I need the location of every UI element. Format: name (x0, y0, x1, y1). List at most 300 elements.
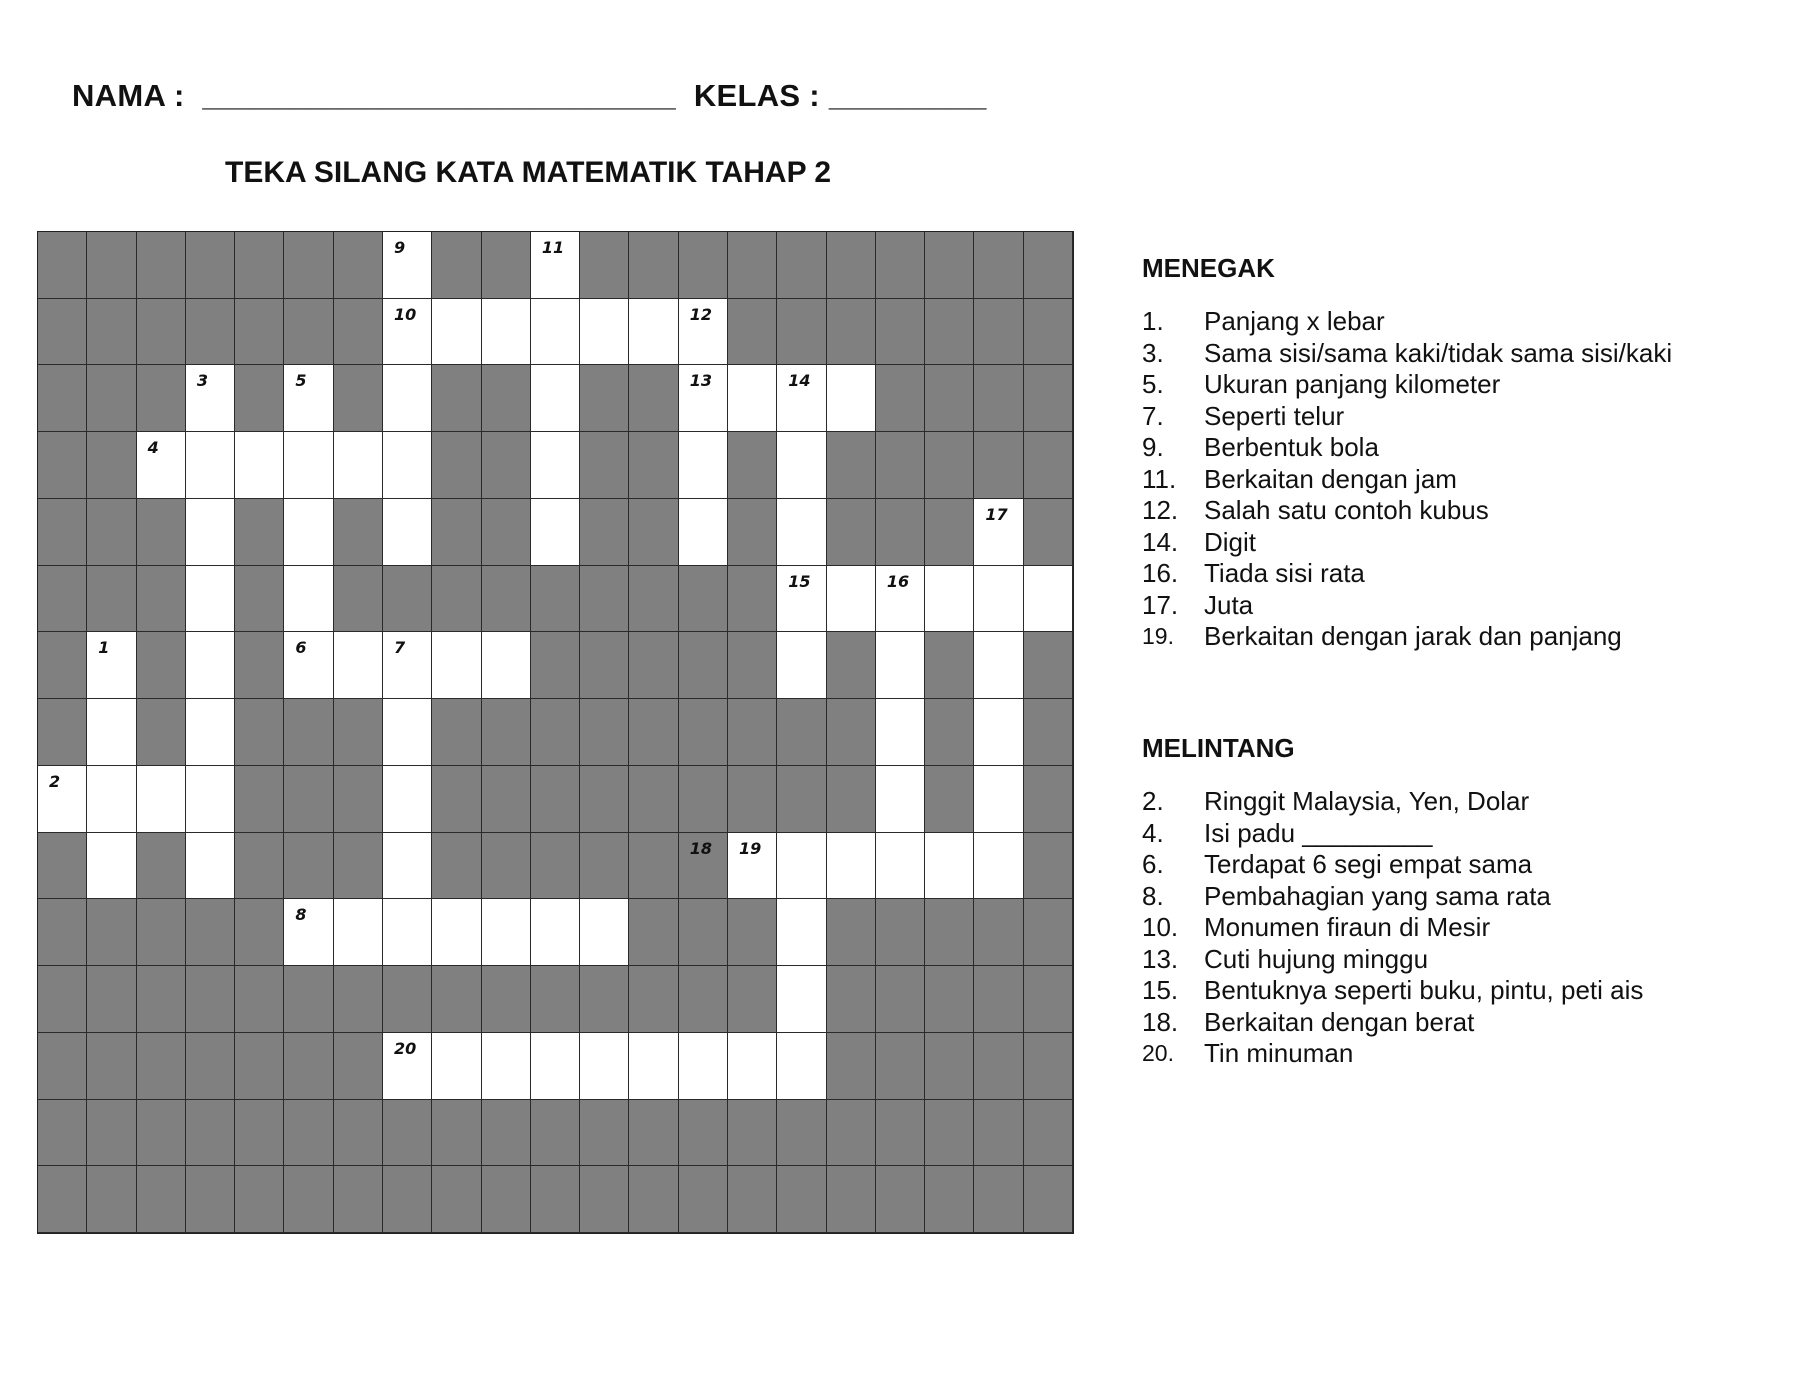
answer-cell[interactable] (383, 432, 432, 499)
clue-item (1142, 881, 1643, 913)
blocked-cell (1024, 232, 1073, 299)
answer-cell[interactable] (334, 632, 383, 699)
answer-cell[interactable] (876, 766, 925, 833)
clue-number: 5 (295, 371, 307, 391)
blocked-cell (876, 232, 925, 299)
blocked-cell (284, 1033, 333, 1100)
answer-cell[interactable] (876, 632, 925, 699)
clue-item-number: 2. (1142, 786, 1164, 816)
blocked-cell (629, 766, 678, 833)
clue-number: 17 (985, 504, 1008, 524)
blocked-cell (728, 966, 777, 1033)
blocked-cell (679, 699, 728, 766)
answer-cell[interactable] (87, 699, 136, 766)
blocked-cell (482, 766, 531, 833)
answer-cell[interactable] (284, 566, 333, 633)
blocked-cell (925, 632, 974, 699)
answer-cell[interactable] (777, 966, 826, 1033)
answer-cell[interactable] (925, 566, 974, 633)
answer-cell[interactable] (531, 1033, 580, 1100)
answer-cell[interactable] (482, 299, 531, 366)
answer-cell[interactable] (383, 899, 432, 966)
answer-cell[interactable] (383, 833, 432, 900)
answer-cell[interactable] (284, 899, 333, 966)
blocked-cell (186, 1166, 235, 1233)
answer-cell[interactable] (482, 632, 531, 699)
answer-cell[interactable] (334, 899, 383, 966)
blocked-cell (728, 499, 777, 566)
blocked-cell (137, 232, 186, 299)
blocked-cell (925, 1033, 974, 1100)
answer-cell[interactable] (531, 499, 580, 566)
blocked-cell (432, 1166, 481, 1233)
answer-cell[interactable] (925, 833, 974, 900)
answer-cell[interactable] (974, 632, 1023, 699)
answer-cell[interactable] (531, 299, 580, 366)
blocked-cell (87, 299, 136, 366)
clue-item (1142, 621, 1672, 653)
blocked-cell (728, 1100, 777, 1167)
blocked-cell (580, 499, 629, 566)
clue-item-number: 11. (1142, 463, 1177, 494)
blocked-cell (925, 699, 974, 766)
blocked-cell (235, 232, 284, 299)
clue-item-number: 1. (1142, 306, 1164, 336)
blocked-cell (235, 699, 284, 766)
blocked-cell (629, 365, 678, 432)
answer-cell[interactable] (432, 632, 481, 699)
blocked-cell (334, 766, 383, 833)
blocked-cell (974, 899, 1023, 966)
clue-item-text: Sama sisi/sama kaki/tidak sama sisi/kaki (1204, 337, 1673, 368)
answer-cell[interactable] (531, 232, 580, 299)
blocked-cell (87, 432, 136, 499)
blocked-cell (38, 699, 87, 766)
clue-item-text: Isi padu _________ (1204, 817, 1433, 848)
name-class-line[interactable]: NAMA : ___________________________ KELAS : _________ (72, 78, 987, 113)
answer-cell[interactable] (334, 432, 383, 499)
answer-cell[interactable] (432, 1033, 481, 1100)
blocked-cell (629, 432, 678, 499)
blocked-cell (679, 232, 728, 299)
clue-number: 2 (49, 771, 61, 791)
answer-cell[interactable] (974, 566, 1023, 633)
clue-number: 4 (147, 438, 159, 458)
blocked-cell (38, 232, 87, 299)
clue-number: 18 (689, 838, 712, 858)
clue-item-number: 4. (1142, 817, 1164, 848)
clue-number: 12 (689, 304, 712, 324)
clue-item-number: 12. (1142, 495, 1179, 525)
blocked-cell (580, 232, 629, 299)
blocked-cell (235, 1166, 284, 1233)
answer-cell[interactable] (876, 833, 925, 900)
blocked-cell (1024, 1166, 1073, 1233)
blocked-cell (284, 232, 333, 299)
clue-item-text: Berbentuk bola (1204, 432, 1379, 462)
clue-item-text: Panjang x lebar (1204, 306, 1385, 336)
blocked-cell (827, 1100, 876, 1167)
answer-cell[interactable] (432, 299, 481, 366)
clue-item-number: 10. (1142, 912, 1179, 942)
blocked-cell (925, 299, 974, 366)
blocked-cell (137, 966, 186, 1033)
blocked-cell (679, 966, 728, 1033)
blocked-cell (827, 499, 876, 566)
blocked-cell (432, 1100, 481, 1167)
blocked-cell (38, 299, 87, 366)
clue-item (1142, 306, 1672, 338)
blocked-cell (334, 699, 383, 766)
answer-cell[interactable] (580, 899, 629, 966)
answer-cell[interactable] (531, 432, 580, 499)
clue-item-number: 7. (1142, 400, 1164, 431)
clue-item-text: Seperti telur (1204, 400, 1345, 431)
blocked-cell (1024, 299, 1073, 366)
answer-cell[interactable] (186, 365, 235, 432)
blocked-cell (334, 365, 383, 432)
blocked-cell (531, 1100, 580, 1167)
clue-item (1142, 1038, 1643, 1070)
blocked-cell (925, 432, 974, 499)
clue-item-number: 6. (1142, 849, 1164, 879)
blocked-cell (87, 499, 136, 566)
answer-cell[interactable] (974, 766, 1023, 833)
blocked-cell (629, 632, 678, 699)
answer-cell[interactable] (679, 365, 728, 432)
blocked-cell (974, 299, 1023, 366)
blocked-cell (728, 1166, 777, 1233)
blocked-cell (925, 1166, 974, 1233)
blocked-cell (482, 699, 531, 766)
answer-cell[interactable] (432, 899, 481, 966)
blocked-cell (137, 1033, 186, 1100)
blocked-cell (482, 566, 531, 633)
clue-item (1142, 786, 1643, 818)
blocked-cell (925, 499, 974, 566)
answer-cell[interactable] (876, 699, 925, 766)
blocked-cell (1024, 365, 1073, 432)
blocked-cell (728, 432, 777, 499)
answer-cell[interactable] (186, 766, 235, 833)
blocked-cell (925, 365, 974, 432)
worksheet-title: TEKA SILANG KATA MATEMATIK TAHAP 2 (225, 156, 832, 189)
clue-item-text: Pembahagian yang sama rata (1204, 880, 1551, 911)
blocked-cell (482, 499, 531, 566)
blocked-cell (432, 766, 481, 833)
clue-number: 3 (196, 371, 208, 391)
blocked-cell (827, 1166, 876, 1233)
answer-cell[interactable] (482, 1033, 531, 1100)
blocked-cell (974, 1100, 1023, 1167)
blocked-cell (334, 1166, 383, 1233)
blocked-cell (383, 566, 432, 633)
blocked-cell (186, 232, 235, 299)
blocked-cell (235, 899, 284, 966)
answer-cell[interactable] (777, 632, 826, 699)
blocked-cell (876, 365, 925, 432)
blocked-cell (728, 899, 777, 966)
answer-cell[interactable] (235, 432, 284, 499)
blocked-cell (531, 566, 580, 633)
blocked-cell (827, 766, 876, 833)
answer-cell[interactable] (777, 899, 826, 966)
clue-item (1142, 1007, 1643, 1039)
blocked-cell (974, 232, 1023, 299)
answer-cell[interactable] (383, 632, 432, 699)
clue-item-text: Berkaitan dengan jarak dan panjang (1204, 621, 1622, 651)
blocked-cell (827, 232, 876, 299)
blocked-cell (186, 966, 235, 1033)
blocked-cell (87, 1166, 136, 1233)
answer-cell[interactable] (580, 1033, 629, 1100)
blocked-cell (432, 432, 481, 499)
blocked-cell (1024, 699, 1073, 766)
blocked-cell (235, 966, 284, 1033)
clue-item-number: 13. (1142, 943, 1179, 974)
clue-item (1142, 495, 1672, 527)
clue-item-text: Digit (1204, 526, 1257, 557)
blocked-cell (432, 232, 481, 299)
blocked-cell (186, 899, 235, 966)
blocked-cell (827, 1033, 876, 1100)
across-clue-list (1142, 786, 1643, 1070)
answer-cell[interactable] (186, 699, 235, 766)
answer-cell[interactable] (284, 499, 333, 566)
answer-cell[interactable] (629, 1033, 678, 1100)
blocked-cell (87, 966, 136, 1033)
blocked-cell (777, 766, 826, 833)
blocked-cell (87, 1033, 136, 1100)
blocked-cell (629, 499, 678, 566)
blocked-cell (580, 632, 629, 699)
answer-cell[interactable] (777, 365, 826, 432)
answer-cell[interactable] (827, 365, 876, 432)
blocked-cell (827, 966, 876, 1033)
blocked-cell (580, 566, 629, 633)
answer-cell[interactable] (728, 1033, 777, 1100)
answer-cell[interactable] (974, 699, 1023, 766)
answer-cell[interactable] (383, 365, 432, 432)
answer-cell[interactable] (580, 299, 629, 366)
blocked-cell (482, 365, 531, 432)
answer-cell[interactable] (876, 566, 925, 633)
blocked-cell (827, 699, 876, 766)
blocked-cell (679, 833, 728, 900)
blocked-cell (235, 1100, 284, 1167)
answer-cell[interactable] (679, 1033, 728, 1100)
answer-cell[interactable] (974, 499, 1023, 566)
clue-number: 8 (295, 905, 307, 925)
answer-cell[interactable] (679, 499, 728, 566)
blocked-cell (38, 966, 87, 1033)
answer-cell[interactable] (383, 299, 432, 366)
answer-cell[interactable] (38, 766, 87, 833)
answer-cell[interactable] (284, 365, 333, 432)
answer-cell[interactable] (284, 432, 333, 499)
across-heading: MELINTANG (1142, 733, 1295, 763)
answer-cell[interactable] (777, 499, 826, 566)
blocked-cell (531, 632, 580, 699)
blocked-cell (876, 1166, 925, 1233)
answer-cell[interactable] (482, 899, 531, 966)
answer-cell[interactable] (531, 365, 580, 432)
answer-cell[interactable] (777, 833, 826, 900)
blocked-cell (876, 499, 925, 566)
answer-cell[interactable] (186, 432, 235, 499)
blocked-cell (284, 699, 333, 766)
blocked-cell (876, 1100, 925, 1167)
answer-cell[interactable] (679, 432, 728, 499)
blocked-cell (925, 1100, 974, 1167)
blocked-cell (925, 899, 974, 966)
answer-cell[interactable] (87, 632, 136, 699)
blocked-cell (482, 1166, 531, 1233)
blocked-cell (334, 966, 383, 1033)
blocked-cell (728, 632, 777, 699)
blocked-cell (38, 632, 87, 699)
blocked-cell (629, 899, 678, 966)
answer-cell[interactable] (137, 432, 186, 499)
answer-cell[interactable] (383, 232, 432, 299)
down-clues-panel (1142, 253, 1672, 653)
blocked-cell (974, 432, 1023, 499)
clue-item-text: Tiada sisi rata (1204, 558, 1365, 588)
blocked-cell (580, 365, 629, 432)
answer-cell[interactable] (974, 833, 1023, 900)
blocked-cell (482, 1100, 531, 1167)
blocked-cell (679, 899, 728, 966)
blocked-cell (925, 966, 974, 1033)
blocked-cell (629, 1166, 678, 1233)
blocked-cell (38, 499, 87, 566)
answer-cell[interactable] (87, 833, 136, 900)
clue-item-number: 5. (1142, 369, 1164, 399)
blocked-cell (284, 833, 333, 900)
blocked-cell (137, 1166, 186, 1233)
blocked-cell (679, 1100, 728, 1167)
blocked-cell (235, 499, 284, 566)
blocked-cell (580, 1100, 629, 1167)
blocked-cell (728, 766, 777, 833)
blocked-cell (629, 966, 678, 1033)
answer-cell[interactable] (186, 499, 235, 566)
clue-number: 13 (689, 371, 712, 391)
blocked-cell (87, 1100, 136, 1167)
blocked-cell (777, 1100, 826, 1167)
blocked-cell (876, 1033, 925, 1100)
answer-cell[interactable] (531, 899, 580, 966)
clue-item (1142, 818, 1643, 850)
clue-item-number: 14. (1142, 526, 1179, 557)
answer-cell[interactable] (383, 699, 432, 766)
answer-cell[interactable] (284, 632, 333, 699)
blocked-cell (87, 232, 136, 299)
blocked-cell (580, 833, 629, 900)
blocked-cell (137, 833, 186, 900)
clue-item-number: 17. (1142, 589, 1179, 620)
clue-number: 10 (393, 304, 417, 324)
clue-item-text: Ukuran panjang kilometer (1204, 369, 1501, 399)
answer-cell[interactable] (186, 566, 235, 633)
answer-cell[interactable] (383, 766, 432, 833)
blocked-cell (777, 1166, 826, 1233)
blocked-cell (482, 833, 531, 900)
clue-item (1142, 590, 1672, 622)
blocked-cell (432, 966, 481, 1033)
clue-item-text: Terdapat 6 segi empat sama (1204, 849, 1533, 879)
blocked-cell (284, 299, 333, 366)
clue-item-text: Bentuknya seperti buku, pintu, peti ais (1204, 975, 1644, 1005)
clue-item (1142, 369, 1672, 401)
blocked-cell (580, 1166, 629, 1233)
blocked-cell (728, 566, 777, 633)
clue-number: 11 (541, 238, 565, 257)
answer-cell[interactable] (186, 632, 235, 699)
answer-cell[interactable] (383, 499, 432, 566)
blocked-cell (925, 766, 974, 833)
blocked-cell (1024, 833, 1073, 900)
blocked-cell (1024, 766, 1073, 833)
blocked-cell (679, 1166, 728, 1233)
answer-cell[interactable] (777, 1033, 826, 1100)
blocked-cell (827, 632, 876, 699)
blocked-cell (531, 699, 580, 766)
blocked-cell (777, 232, 826, 299)
answer-cell[interactable] (728, 833, 777, 900)
blocked-cell (38, 365, 87, 432)
blocked-cell (137, 1100, 186, 1167)
blocked-cell (186, 1033, 235, 1100)
blocked-cell (137, 299, 186, 366)
answer-cell[interactable] (87, 766, 136, 833)
blocked-cell (186, 299, 235, 366)
blocked-cell (432, 499, 481, 566)
blocked-cell (827, 432, 876, 499)
blocked-cell (432, 699, 481, 766)
answer-cell[interactable] (728, 365, 777, 432)
answer-cell[interactable] (827, 566, 876, 633)
clue-item (1142, 338, 1672, 370)
answer-cell[interactable] (629, 299, 678, 366)
clue-item-text: Ringgit Malaysia, Yen, Dolar (1204, 786, 1530, 816)
blocked-cell (629, 566, 678, 633)
clue-item (1142, 558, 1672, 590)
answer-cell[interactable] (137, 766, 186, 833)
blocked-cell (925, 232, 974, 299)
answer-cell[interactable] (383, 1033, 432, 1100)
answer-cell[interactable] (1024, 566, 1073, 633)
clue-item-number: 20. (1142, 1040, 1174, 1066)
clue-item (1142, 975, 1643, 1007)
blocked-cell (482, 966, 531, 1033)
blocked-cell (580, 966, 629, 1033)
clue-number: 14 (788, 371, 811, 391)
blocked-cell (137, 699, 186, 766)
answer-cell[interactable] (777, 432, 826, 499)
answer-cell[interactable] (186, 833, 235, 900)
blocked-cell (235, 299, 284, 366)
blocked-cell (235, 632, 284, 699)
down-clue-list (1142, 306, 1672, 653)
answer-cell[interactable] (679, 299, 728, 366)
clue-item (1142, 912, 1643, 944)
answer-cell[interactable] (827, 833, 876, 900)
blocked-cell (38, 899, 87, 966)
blocked-cell (38, 1033, 87, 1100)
answer-cell[interactable] (777, 566, 826, 633)
blocked-cell (580, 432, 629, 499)
